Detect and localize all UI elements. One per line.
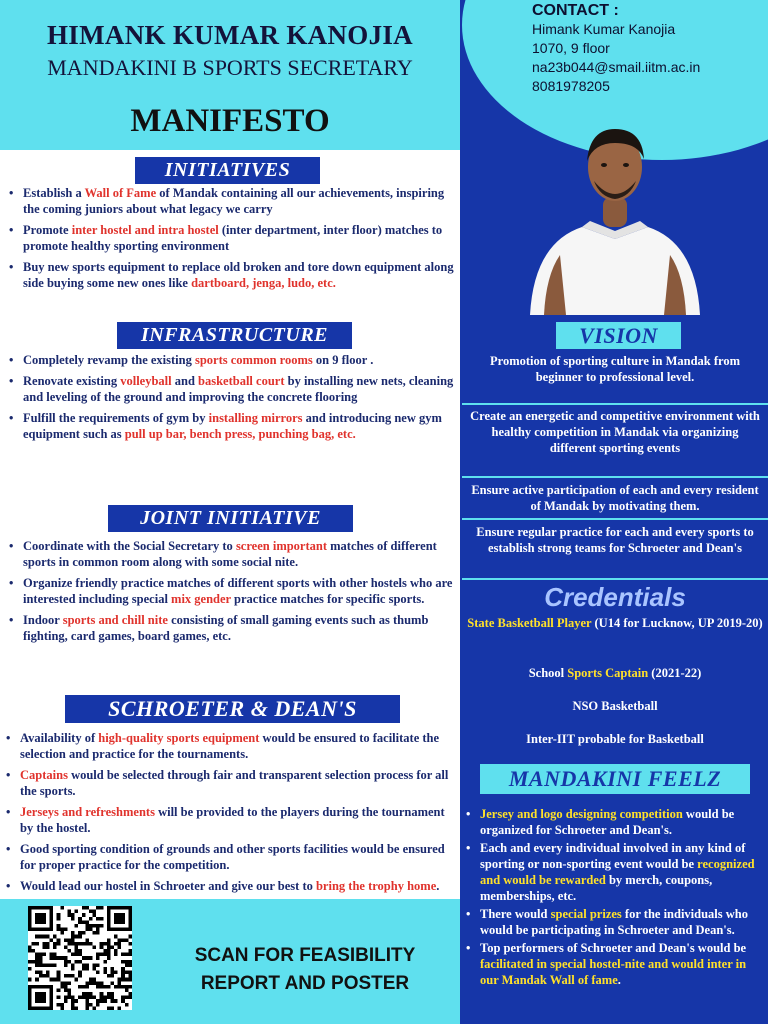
list-item: • Renovate existing volleyball and basketball court by installing new nets, cleaning and leveling of the ground and improving the concrete flooring [6,373,458,405]
vision-divider [462,403,768,405]
highlight-text: Wall of Fame [84,186,157,200]
credential-item: NSO Basketball [572,699,658,713]
highlight-text: pull up bar, bench press, punching bag, etc. [124,427,356,441]
vision-divider [462,476,768,478]
vision-divider [462,518,768,520]
highlight-text: mix gender [171,592,231,606]
highlight-text: sports and chill nite [62,613,168,627]
vision-divider [462,578,768,580]
list-item: • Top performers of Schroeter and Dean's would be facilitated in special hostel-nite and would inter in our Mandak Wall of fame. [462,940,762,988]
vision-item: Create an energetic and competitive environment with healthy competition in Mandak via organizing different sporting events [470,409,760,455]
highlight-text: high-quality sports equipment [98,731,260,745]
highlight-text: basketball court [198,374,285,388]
list-item: • Each and every individual involved in any kind of sporting or non-sporting event would be recognized and would be rewarded by merch, coupons, memberships, etc. [462,840,762,904]
contact-email[interactable]: na23b044@smail.iitm.ac.in [532,59,701,75]
list-item: • Fulfill the requirements of gym by installing mirrors and introducing new gym equipment such as pull up bar, bench press, punching bag, etc. [6,410,458,442]
infrastructure-title: INFRASTRUCTURE [117,322,352,349]
contact-phone[interactable]: 8081978205 [532,78,610,94]
credential-item: State Basketball Player (U14 for Lucknow, UP 2019-20) [467,616,763,630]
vision-item: Ensure active participation of each and every resident of Mandak by motivating them. [471,483,759,513]
mandakini-feelz-title: MANDAKINI FEELZ [480,764,750,794]
contact-heading: CONTACT : [532,2,619,19]
infrastructure-list [6,352,458,447]
qr-code-icon[interactable] [28,906,132,1010]
candidate-photo [520,115,710,315]
contact-name: Himank Kumar Kanojia [532,21,676,37]
credential-item: School Sports Captain (2021-22) [528,666,702,680]
list-item: • Completely revamp the existing sports common rooms on 9 floor . [6,352,458,368]
highlight-text: State Basketball Player [467,616,592,630]
initiatives-title: INITIATIVES [135,157,320,184]
list-item: • Availability of high-quality sports equipment would be ensured to facilitate the selection and practice for the tournaments. [3,730,458,762]
list-item: • Captains would be selected through fair and transparent selection process for all the sports. [3,767,458,799]
vision-item: Promotion of sporting culture in Mandak from beginner to professional level. [489,354,740,384]
list-item: • Jersey and logo designing competition would be organized for Schroeter and Dean's. [462,806,762,838]
highlight-text: installing mirrors [208,411,303,425]
initiatives-list [6,185,458,296]
credentials-title: Credentials [544,582,686,612]
vision-title: VISION [556,322,681,349]
candidate-role: MANDAKINI B SPORTS SECRETARY [47,55,413,80]
schroeter-title: SCHROETER & DEAN'S [65,695,400,723]
scan-line-2: REPORT AND POSTER [200,973,410,994]
list-item: • Jerseys and refreshments will be provided to the players during the tournament by the hostel. [3,804,458,836]
highlight-text: Sports Captain [567,666,649,680]
list-item: • Good sporting condition of grounds and other sports facilities would be ensured for proper practice for the competition. [3,841,458,873]
highlight-text: special prizes [550,907,622,921]
highlight-text: sports common rooms [194,353,313,367]
highlight-text: Jerseys and refreshments [20,805,155,819]
mandakini-feelz-list [462,806,762,990]
list-item: • Promote inter hostel and intra hostel (inter department, inter floor) matches to promote healthy sporting environment [6,222,458,254]
highlight-text: Captains [20,768,68,782]
highlight-text: volleyball [120,374,172,388]
scan-line-1: SCAN FOR FEASIBILITY [194,945,416,966]
list-item: • Organize friendly practice matches of different sports with other hostels who are interested including special mix gender practice matches for specific sports. [6,575,458,607]
joint-initiative-list [6,538,458,649]
highlight-text: screen important [235,539,328,553]
credential-item: Inter-IIT probable for Basketball [526,732,704,746]
highlight-text: facilitated in special hostel-nite and would inter in our Mandak Wall of fame [480,957,747,987]
list-item: • Coordinate with the Social Secretary to screen important matches of different sports in common room along with some social nite. [6,538,458,570]
highlight-text: recognized and would be rewarded [480,857,755,887]
candidate-name: HIMANK KUMAR KANOJIA [47,20,413,50]
scan-caption [150,942,460,998]
manifesto-title: MANIFESTO [130,103,330,139]
list-item: • Buy new sports equipment to replace old broken and tore down equipment along side buying some new ones like dartboard, jenga, ludo, etc. [6,259,458,291]
schroeter-list [3,730,458,899]
joint-initiative-title: JOINT INITIATIVE [108,505,353,532]
vision-item: Ensure regular practice for each and every sports to establish strong teams for Schroeter and Dean's [476,525,754,555]
highlight-text: inter hostel and intra hostel [71,223,219,237]
highlight-text: dartboard, jenga, ludo, etc. [191,276,336,290]
list-item: • Establish a Wall of Fame of Mandak containing all our achievements, inspiring the coming juniors about what legacy we carry [6,185,458,217]
contact-block [532,2,768,96]
contact-room: 1070, 9 floor [532,40,610,56]
list-item: • Indoor sports and chill nite consisting of small gaming events such as thumb fighting, card games, board games, etc. [6,612,458,644]
list-item: • Would lead our hostel in Schroeter and give our best to bring the trophy home. [3,878,458,894]
highlight-text: Jersey and logo designing competition [480,807,683,821]
highlight-text: bring the trophy home [315,879,437,893]
list-item: • There would special prizes for the individuals who would be participating in Schroeter and Dean's. [462,906,762,938]
